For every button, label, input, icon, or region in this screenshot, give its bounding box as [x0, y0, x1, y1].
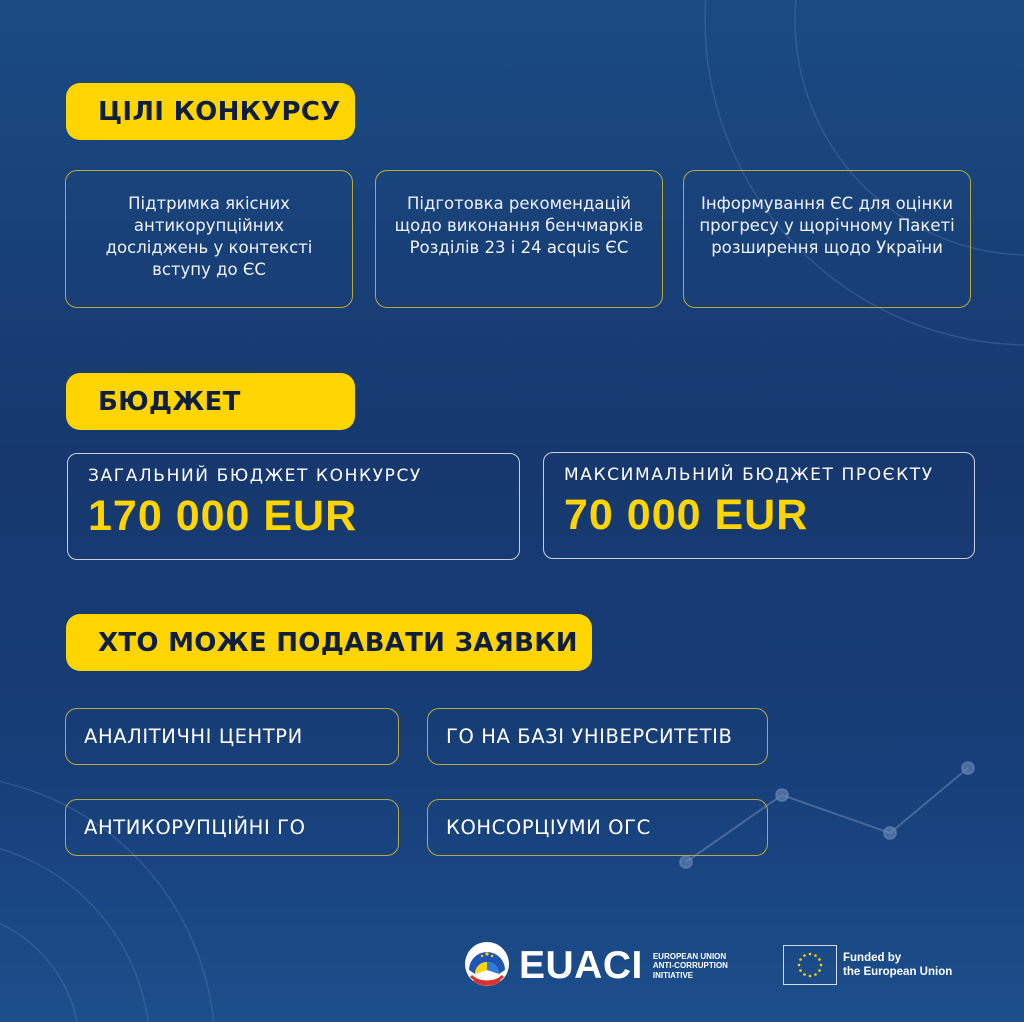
total-budget-card	[67, 453, 520, 560]
funded-line: the European Union	[843, 966, 953, 978]
applicant-text: КОНСОРЦІУМИ ОГС	[446, 816, 651, 839]
goal-text: Інформування ЄС для оцінки прогресу у щорічному Пакеті розширення щодо України	[699, 194, 955, 257]
budget-heading	[66, 373, 355, 430]
total-budget-label: ЗАГАЛЬНИЙ БЮДЖЕТ КОНКУРСУ	[88, 466, 422, 486]
goal-card-recommendations	[375, 170, 663, 308]
goal-card-research	[65, 170, 353, 308]
max-budget-amount: 70 000 EUR	[564, 491, 809, 539]
applicant-cso-consortia	[427, 799, 768, 856]
euaci-subtitle-line: ANTI-CORRUPTION	[652, 961, 728, 971]
funded-line: Funded by	[843, 952, 902, 964]
budget-heading-text: БЮДЖЕТ	[98, 386, 241, 417]
euaci-logo-icon	[463, 940, 511, 992]
goals-heading-text: ЦІЛІ КОНКУРСУ	[98, 96, 341, 127]
max-budget-label: МАКСИМАЛЬНИЙ БЮДЖЕТ ПРОЄКТУ	[564, 465, 934, 485]
euaci-subtitle	[653, 952, 728, 981]
applicants-heading	[66, 614, 592, 671]
goal-card-informing-eu	[683, 170, 971, 308]
euaci-subtitle-line: EUROPEAN UNION	[652, 951, 727, 961]
applicant-anticorruption-ngos	[65, 799, 399, 856]
applicants-heading-text: ХТО МОЖЕ ПОДАВАТИ ЗАЯВКИ	[98, 627, 578, 658]
goals-heading	[66, 83, 355, 140]
euaci-logo	[463, 942, 728, 990]
eu-flag-icon	[783, 945, 837, 985]
goal-text: Підготовка рекомендацій щодо виконання бенчмарків Розділів 23 і 24 acquis ЄС	[394, 194, 644, 257]
applicant-text: АНАЛІТИЧНІ ЦЕНТРИ	[84, 725, 303, 748]
total-budget-amount: 170 000 EUR	[88, 492, 358, 540]
applicant-text: АНТИКОРУПЦІЙНІ ГО	[84, 816, 306, 839]
euaci-subtitle-line: INITIATIVE	[652, 970, 694, 980]
euaci-wordmark: EUACI	[519, 944, 643, 987]
goal-text: Підтримка якісних антикорупційних досліджень у контексті вступу до ЄС	[105, 194, 313, 279]
applicant-university-ngos	[427, 708, 768, 765]
max-budget-card	[543, 452, 975, 559]
applicant-think-tanks	[65, 708, 399, 765]
funded-by-eu-text	[843, 951, 952, 979]
applicant-text: ГО НА БАЗІ УНІВЕРСИТЕТІВ	[446, 725, 733, 748]
